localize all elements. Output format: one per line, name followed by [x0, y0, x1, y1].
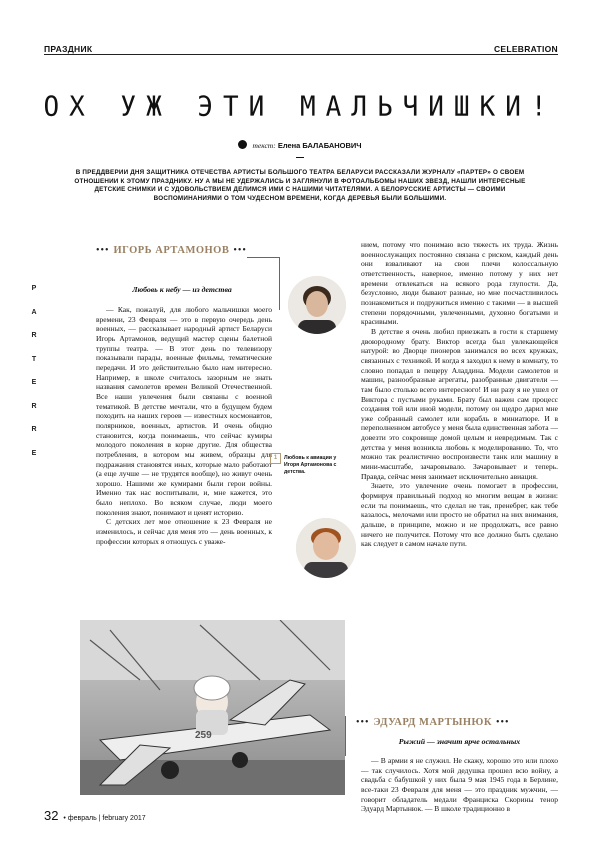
header-rule — [44, 54, 558, 55]
footer-bullet: • — [63, 815, 66, 822]
sidebar-letter: R — [31, 426, 37, 433]
paragraph: С детских лет мое отношение к 23 Февраля не изменилось, и сейчас для меня это — день военных, к профессии которых я отношусь с уваже- — [96, 517, 272, 546]
article-title: ОХ УЖ ЭТИ МАЛЬЧИШКИ! — [43, 91, 557, 123]
photo-caption: Любовь к авиации у Игоря Артамонова с детства. — [284, 455, 337, 475]
sidebar-letter: A — [31, 308, 37, 316]
byline-label: текст: — [252, 141, 276, 150]
section1-left-column — [96, 305, 272, 546]
paragraph: В детстве я очень любил приезжать в гости к старшему двоюродному брату. Виктор всегда был увлекающейся натурой: во Дворце пионеров занимался во всех кружках, связанных с техникой. И когда я заходил к нему в комнату, то словно попадал в пещеру Аладдина. Модели самолетов и машин, разнообразные агрегаты, разобранные двигатели — там было столько всего интересного! И ни разу я не ушел от Виктора с пустыми руками. Брату был важен сам процесс создания той или иной модели, потому он щедро дарил мне уже собранный самолет или корабль в миниатюре. И в переполненном автобусе у меня была единственная забота — довезти это сокровище домой целым и невредимым. Так с детства у меня возникла любовь к моделированию. То, что можно так реалистично воспроизвести танк или машину в мини-масштабе, зачаровывало. Зачаровывает и теперь. Правда, сейчас меня занимает исключительно авиация. — [361, 326, 558, 481]
byline-author: Елена БАЛАБАНОВИЧ — [277, 141, 362, 150]
decorative-frame — [247, 257, 280, 310]
paragraph: — Как, пожалуй, для любого мальчишки моего времени, 23 Февраля — это в первую очередь день военных, — рассказывает народный артист Беларуси Игорь Артамонов, ведущий мастер сцены балетной труппы театра. — В этот день по телевизору показывали парады, военные фильмы, тематические передачи. И это действительно было нам интересно. Например, в школе считалось зазорным не знать названия самолетов времен Великой Отечественной. Все наши увлечения были связаны с военной тематикой. В детстве мечтали, что в будущем будем походить на наших героев — известных космонавтов, полярников, военных, артистов. И очень обидно становится, когда понимаешь, что сейчас кумиры молодого поколения в корне другие. Для общества потребления, в котором мы живем, образцы для подражания становятся иных, которые мало работают (а еще лучше — не трудятся вообще), но живут очень хорошо. Нашими же кумирами были герои войны. Именно так нас воспитывали, и, мне кажется, это было неплохо. Во всяком случае, люди моего поколения знают, понимают и ценят историю. — [96, 305, 272, 517]
section-label: ПРАЗДНИК — [44, 44, 93, 54]
paragraph: — В армии я не служил. Не скажу, хорошо это или плохо — так случилось. Хотя мой дедушка прошел всю войну, а свадьба с бабушкой у них была 9 мая 1945 года в Берлине, все-таки 23 Февраля для меня — это праздник мужчин, — говорит обладатель медали Франциска Скорины тенор Эдуард Мартынюк. — В школе традиционно в — [361, 756, 558, 814]
sidebar-letter: P — [31, 285, 37, 292]
heading-dots-right: ••• — [233, 245, 247, 256]
section1-name: ИГОРЬ АРТАМОНОВ — [113, 245, 230, 256]
portrait-illustration — [288, 276, 346, 334]
heading-dots-left: ••• — [356, 717, 370, 728]
portrait-igor-artamonov — [288, 276, 346, 334]
sidebar-letter: R — [31, 332, 37, 339]
section-label-en: CELEBRATION — [493, 44, 558, 54]
heading-dots-left: ••• — [96, 245, 110, 256]
sidebar-letter: E — [31, 379, 37, 386]
byline-dash — [296, 157, 304, 158]
section1-right-column — [361, 240, 558, 549]
section1-subhead: Любовь к небу — из детства — [132, 285, 232, 294]
paragraph: нием, потому что понимаю всю тяжесть их труда. Жизнь военнослужащих постоянно связана с риском, каждый день они взваливают на свои плечи колоссальную ответственность, наверное, именно потому у них нет времени отвлекаться на всякого рода глупости. Да, безусловно, люди бывают разные, но мне посчастливилось познакомиться и подружиться именно с такими — в высшей степени порядочными, увлеченными, духовно богатыми и красивыми. — [361, 240, 558, 327]
sidebar-letter: T — [31, 355, 37, 363]
paragraph: Знаете, это увлечение очень помогает в профессии, формируя правильный подход ко многим вещам в жизни: если ты понимаешь, что сделал не так, пренебрег, как тебе казалось, мелочами или просто не обратил на них внимания, дальше, в принципе, можно и не продолжать, все равно ничего не получится. Потому что все должно быть сделано как следует в самом начале пути. — [361, 481, 558, 549]
page-footer — [44, 808, 146, 823]
portrait-eduard-martynyuk — [296, 518, 356, 578]
section2-heading — [356, 712, 510, 730]
pen-icon — [238, 140, 247, 149]
sidebar-partere — [29, 285, 39, 473]
caption-number: 1 — [270, 453, 281, 464]
page-number: 32 — [44, 808, 59, 823]
heading-dots-right: ••• — [495, 717, 510, 728]
sidebar-letter: R — [31, 402, 37, 410]
sidebar-letter: E — [31, 449, 37, 457]
section1-heading — [96, 240, 247, 258]
section2-subhead: Рыжий — значит ярче остальных — [398, 737, 521, 746]
issue-date: февраль | february 2017 — [67, 815, 146, 822]
plane-number: 259 — [195, 730, 212, 741]
childhood-photo — [80, 620, 345, 795]
portrait-illustration — [296, 518, 356, 578]
photo-illustration — [80, 620, 345, 795]
intro-lead: В ПРЕДДВЕРИИ ДНЯ ЗАЩИТНИКА ОТЕЧЕСТВА АРТИСТЫ БОЛЬШОГО ТЕАТРА БЕЛАРУСИ РАССКАЗАЛИ ЖУРНАЛУ «ПАРТЕР» О СВОЕМ ОТНОШЕНИИ К ЭТОМУ ПРАЗДНИКУ. НУ А МЫ НЕ УДЕРЖАЛИСЬ И ЗАГЛЯНУЛИ В ФОТОАЛЬБОМЫ НАШИХ ЗВЕЗД, НАШЛИ ИНТЕРЕСНЫЕ ДЕТСКИЕ СНИМКИ И С УДОВОЛЬСТВИЕМ ДЕЛИМСЯ ИМИ С НАШИМИ ЧИТАТЕЛЯМИ. А БЕЛОРУССКИЕ АРТИСТЫ — СВОИМИ ВОСПОМИНАНИЯМИ О ТОМ ЧУДЕСНОМ ВРЕМЕНИ, КОГДА ДЕРЕВЬЯ БЫЛИ БОЛЬШИМИ. — [74, 169, 526, 202]
section2-name: ЭДУАРД МАРТЫНЮК — [373, 717, 492, 728]
section2-column — [361, 756, 558, 814]
byline — [0, 140, 600, 150]
decorative-frame — [345, 716, 346, 756]
